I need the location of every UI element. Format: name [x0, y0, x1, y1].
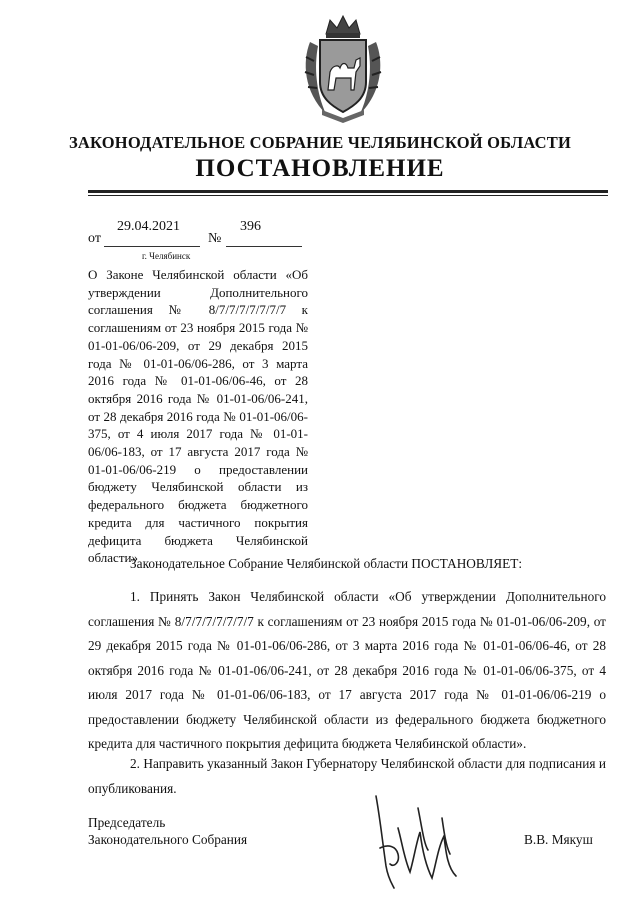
handwritten-signature	[358, 788, 468, 898]
preamble-paragraph: Законодательное Собрание Челябинской области ПОСТАНОВЛЯЕТ:	[130, 556, 523, 571]
item-1-paragraph: 1. Принять Закон Челябинской области «Об утверждении Дополнительного соглашения № 8/7/7/7/7/7/7/7 к соглашениям от 23 ноября 2015 года № 01-01-06/06-209, от 29 декабря 2015 года № 01-01-06/06-286, от 3 марта 2016 года № 01-01-06/06-46, от 28 октября 2016 года № 01-01-06/06-241, от 28 декабря 2016 года № 01-01-06/06-375, от 4 июля 2017 года № 01-01-06/06-183, от 17 августа 2017 года № 01-01-06/06-219 о предоставлении бюджету Челябинской области из федерального бюджета бюджетного кредита для частичного покрытия дефицита бюджета Челябинской области».	[88, 589, 606, 751]
number-underline	[226, 246, 302, 247]
signatory-title-line-1: Председатель	[88, 815, 166, 830]
date-prefix-label: от	[88, 231, 101, 246]
signatory-title	[88, 814, 247, 848]
header-rule-thick	[88, 190, 608, 193]
coat-of-arms-icon	[296, 12, 390, 124]
document-type-title: ПОСТАНОВЛЕНИЕ	[195, 155, 445, 182]
document-date: 29.04.2021	[117, 219, 180, 234]
organization-name: ЗАКОНОДАТЕЛЬНОЕ СОБРАНИЕ ЧЕЛЯБИНСКОЙ ОБЛАСТИ	[68, 133, 572, 152]
document-subject: О Законе Челябинской области «Об утверждении Дополнительного соглашения № 8/7/7/7/7/7/7/7 к соглашениям от 23 ноября 2015 года № 01-01-06/06-209, от 29 декабря 2015 года № 01-01-06/06-286, от 3 марта 2016 года № 01-01-06/06-46, от 28 октября 2016 года № 01-01-06/06-241, от 28 декабря 2016 года № 01-01-06/06-375, от 4 июля 2017 года № 01-01-06/06-183, от 17 августа 2017 года № 01-01-06/06-219 о предоставлении бюджету Челябинской области из федерального бюджета бюджетного кредита для частичного покрытия дефицита бюджета Челябинской области»	[88, 267, 308, 566]
document-number: 396	[240, 219, 261, 234]
header-rule-thin	[88, 195, 608, 196]
date-underline	[104, 246, 200, 247]
item-2-paragraph: 2. Направить указанный Закон Губернатору Челябинской области для подписания и опубликования.	[88, 756, 606, 796]
signatory-name: В.В. Мякуш	[524, 832, 593, 847]
number-label: №	[208, 231, 222, 246]
document-city: г. Челябинск	[142, 251, 191, 261]
signatory-title-line-2: Законодательного Собрания	[88, 832, 248, 847]
